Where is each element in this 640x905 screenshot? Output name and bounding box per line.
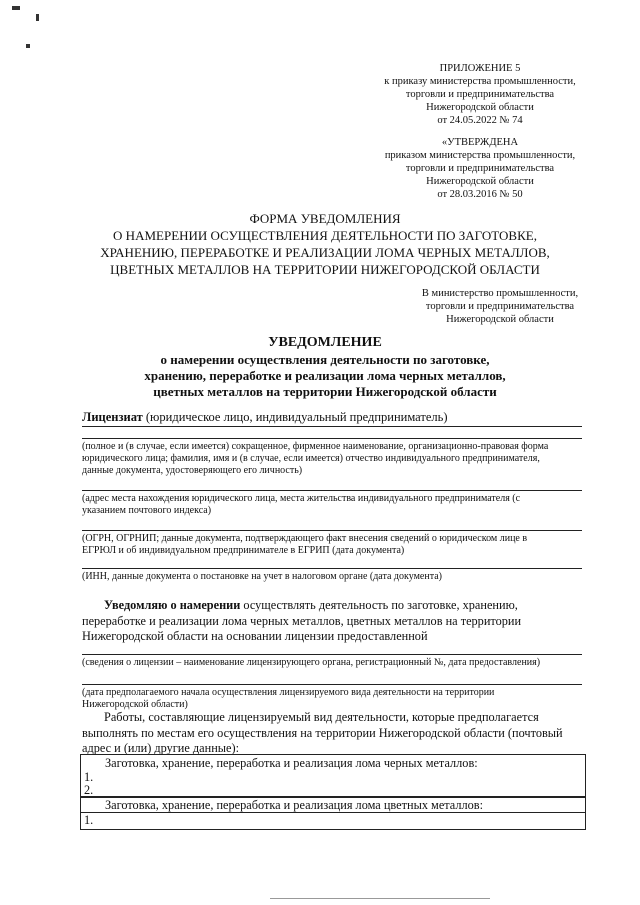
form-title-line: ЦВЕТНЫХ МЕТАЛЛОВ НА ТЕРРИТОРИИ НИЖЕГОРОДСКОЙ ОБЛАСТИ bbox=[110, 262, 540, 277]
hint-line: указанием почтового индекса) bbox=[82, 505, 212, 516]
table-nonferrous-metals bbox=[80, 796, 586, 830]
scan-mark bbox=[36, 14, 39, 21]
declaration-line: переработке и реализации лома черных металлов, цветных металлов на территории bbox=[82, 613, 522, 628]
works-line: Работы, составляющие лицензируемый вид деятельности, которые предполагается bbox=[104, 710, 539, 724]
table-black-header: Заготовка, хранение, переработка и реализация лома черных металлов: bbox=[105, 756, 478, 770]
notice-block bbox=[60, 335, 590, 400]
notice-line: цветных металлов на территории Нижегородской области bbox=[153, 384, 497, 399]
form-title-line: ФОРМА УВЕДОМЛЕНИЯ bbox=[249, 211, 401, 226]
appendix-number: ПРИЛОЖЕНИЕ 5 bbox=[439, 63, 521, 74]
addressee-block bbox=[370, 287, 630, 326]
hint-line: (ИНН, данные документа о постановке на учет в налоговом органе (дата документа) bbox=[82, 571, 442, 582]
approved-block bbox=[330, 136, 630, 201]
hint-line: (ОГРН, ОГРНИП; данные документа, подтверждающего факт внесения сведений о юридическом лице в bbox=[82, 533, 528, 544]
addressee-line: В министерство промышленности, bbox=[421, 288, 579, 299]
table-nonferrous-row-1[interactable]: 1. bbox=[84, 813, 94, 827]
hint-line: юридического лица; фамилия, имя и (в случае, если имеется) отчество индивидуального предпринимателя, bbox=[82, 453, 540, 464]
appendix-block bbox=[330, 62, 630, 127]
hint-line: Нижегородской области) bbox=[82, 699, 188, 710]
hint-line: ЕГРЮЛ и об индивидуальном предпринимателе в ЕГРИП (дата документа) bbox=[82, 545, 405, 556]
addressee-line: торговли и предпринимательства bbox=[425, 301, 575, 312]
declaration-paragraph bbox=[82, 598, 592, 645]
works-line: адрес и (или) другие данные): bbox=[82, 741, 240, 755]
approved-ministry: торговли и предпринимательства bbox=[405, 163, 555, 174]
hint-line: данные документа, удостоверяющего его личность) bbox=[82, 465, 303, 476]
appendix-region: Нижегородской области bbox=[426, 102, 534, 113]
approved-label: «УТВЕРЖДЕНА bbox=[441, 137, 519, 148]
works-paragraph bbox=[82, 710, 592, 757]
hint-date bbox=[82, 687, 587, 711]
addressee-line: Нижегородской области bbox=[446, 314, 554, 325]
form-title-line: О НАМЕРЕНИИ ОСУЩЕСТВЛЕНИЯ ДЕЯТЕЛЬНОСТИ ПО ЗАГОТОВКЕ, bbox=[113, 228, 537, 243]
hint-license bbox=[82, 657, 592, 669]
licensee-text: (юридическое лицо, индивидуальный предприниматель) bbox=[142, 410, 448, 424]
approved-order: приказом министерства промышленности, bbox=[384, 150, 576, 161]
hint-name bbox=[82, 441, 587, 477]
declaration-text: осуществлять деятельность по заготовке, хранению, bbox=[240, 598, 518, 612]
field-line-name bbox=[82, 438, 582, 439]
scan-edge-line bbox=[270, 898, 490, 899]
hint-line: (полное и (в случае, если имеется) сокращенное, фирменное наименование, организационно-правовая форма bbox=[82, 441, 549, 452]
table-black-row-1[interactable]: 1. bbox=[84, 770, 94, 784]
form-title bbox=[60, 210, 590, 278]
field-line-date bbox=[82, 684, 582, 685]
approved-date: от 28.03.2016 № 50 bbox=[437, 189, 523, 200]
notice-line: о намерении осуществления деятельности по заготовке, bbox=[160, 352, 490, 367]
field-line-address bbox=[82, 490, 582, 491]
field-line-inn bbox=[82, 568, 582, 569]
hint-line: (дата предполагаемого начала осуществления лицензируемого вида деятельности на территории bbox=[82, 687, 495, 698]
appendix-ministry: торговли и предпринимательства bbox=[405, 89, 555, 100]
table-black-metals bbox=[80, 754, 586, 798]
hint-inn bbox=[82, 571, 587, 583]
licensee-label: Лицензиат bbox=[82, 410, 143, 424]
hint-address bbox=[82, 493, 587, 517]
form-title-line: ХРАНЕНИЮ, ПЕРЕРАБОТКЕ И РЕАЛИЗАЦИИ ЛОМА ЧЕРНЫХ МЕТАЛЛОВ, bbox=[100, 245, 550, 260]
field-line-licensee bbox=[82, 426, 582, 427]
scan-mark bbox=[26, 44, 30, 48]
appendix-order: к приказу министерства промышленности, bbox=[384, 76, 576, 87]
licensee-line bbox=[82, 410, 448, 425]
field-line-ogrn bbox=[82, 530, 582, 531]
declaration-bold: Уведомляю о намерении bbox=[104, 598, 241, 612]
works-line: выполнять по местам его осуществления на территории Нижегородской области (почтовый bbox=[82, 725, 563, 740]
hint-ogrn bbox=[82, 533, 587, 557]
table-black-row-2[interactable]: 2. bbox=[84, 783, 94, 797]
scan-mark bbox=[12, 6, 20, 10]
notice-heading: УВЕДОМЛЕНИЕ bbox=[268, 335, 382, 350]
field-line-license bbox=[82, 654, 582, 655]
notice-line: хранению, переработке и реализации лома черных металлов, bbox=[144, 368, 506, 383]
table-nonferrous-header: Заготовка, хранение, переработка и реализация лома цветных металлов: bbox=[105, 798, 484, 812]
approved-region: Нижегородской области bbox=[426, 176, 534, 187]
appendix-date: от 24.05.2022 № 74 bbox=[437, 115, 523, 126]
hint-line: (адрес места нахождения юридического лица, места жительства индивидуального предпринимателя (с bbox=[82, 493, 521, 504]
declaration-line: Нижегородской области на основании лицензии предоставленной bbox=[82, 629, 428, 643]
hint-line: (сведения о лицензии – наименование лицензирующего органа, регистрационный №, дата предоставления) bbox=[82, 657, 541, 668]
